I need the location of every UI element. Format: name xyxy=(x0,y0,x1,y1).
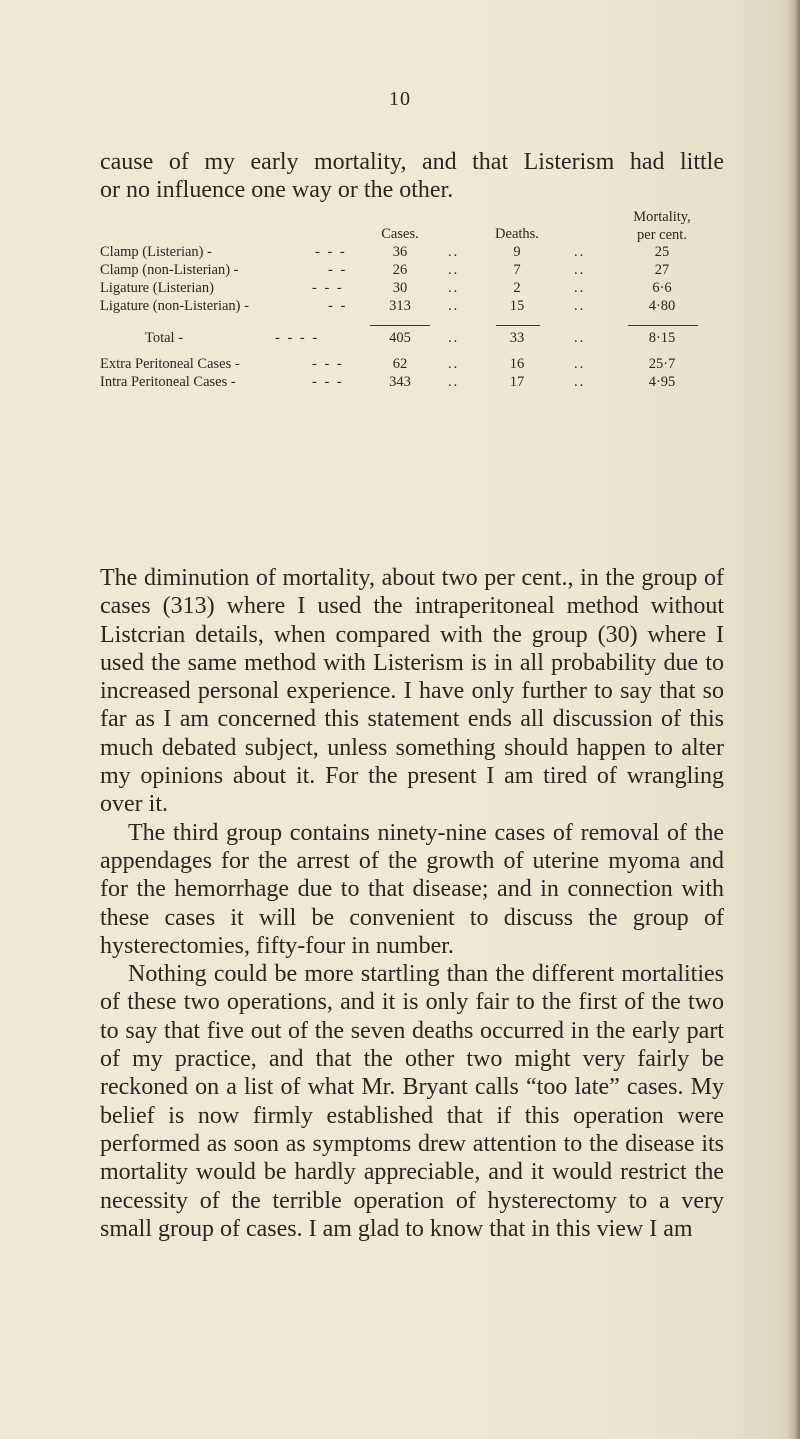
table-row xyxy=(100,374,724,392)
row-cases: 26 xyxy=(392,262,408,278)
table-total-row xyxy=(100,330,724,356)
row-mortality: 4·80 xyxy=(648,298,676,314)
leader-dots: .. xyxy=(448,244,460,260)
row-label: Intra Peritoneal Cases - xyxy=(100,374,236,390)
leader-dots: - - - xyxy=(312,280,344,296)
rule-mortality xyxy=(628,325,698,326)
leader-dots: - - - xyxy=(312,374,344,390)
body-text xyxy=(100,564,724,1243)
leader-dots: .. xyxy=(448,262,460,278)
rule-deaths xyxy=(496,325,540,326)
table-row xyxy=(100,356,724,374)
leader-dots: - - - - xyxy=(275,330,320,346)
intro-line-2: or no influence one way or the other. xyxy=(100,177,454,203)
header-mortality xyxy=(600,208,724,244)
row-mortality: 6·6 xyxy=(652,280,672,296)
paragraph: The diminution of mortality, about two per cent., in the group of cases (313) where I used the intraperitoneal method without Listcrian details, when compared with the group (30) where I used the same method with Listerism is in all probability due to increased personal experience. I have only further to say that so far as I am concerned this statement ends all discussion of this much debated subject, unless something should happen to alter my opinions about it. For the present I am tired of wrangling over it. xyxy=(100,565,724,818)
leader-dots: .. xyxy=(574,356,586,372)
header-cases: Cases. xyxy=(381,226,419,242)
header-mortality-line-1: Mortality, xyxy=(633,209,691,225)
leader-dots: .. xyxy=(448,330,460,346)
leader-dots: .. xyxy=(574,330,586,346)
header-mortality-line-2: per cent. xyxy=(637,227,687,243)
header-deaths: Deaths. xyxy=(495,226,539,242)
leader-dots: .. xyxy=(448,298,460,314)
row-cases: 343 xyxy=(389,374,411,390)
leader-dots: - - - xyxy=(312,356,344,372)
table-row xyxy=(100,298,724,316)
row-label: Ligature (non-Listerian) - xyxy=(100,298,249,314)
page-number: 10 xyxy=(389,88,411,110)
table-row xyxy=(100,262,724,280)
total-mortality: 8·15 xyxy=(648,330,676,346)
leader-dots: .. xyxy=(574,244,586,260)
row-label: Clamp (non-Listerian) - xyxy=(100,262,239,278)
leader-dots: - - - xyxy=(315,244,347,260)
paragraph: The third group contains ninety-nine cases of removal of the appendages for the arrest of the growth of uterine myoma and for the hemorrhage due to that disease; and in connection with these cases it will be convenient to discuss the group of hysterectomies, fifty-four in number. xyxy=(100,819,724,959)
rule-row xyxy=(100,316,724,330)
leader-dots: - - xyxy=(328,298,348,314)
leader-dots: .. xyxy=(448,374,460,390)
paragraph: Nothing could be more startling than the different mortalities of these two operations, and it is only fair to the first of the two to say that five out of the seven deaths occurred in the early part of my practice, and that the other two might very fairly be reckoned on a list of what Mr. Bryant calls “too late” cases. My belief is now firmly established that if this operation were performed as soon as symptoms drew attention to the disease its mortality would be hardly appreciable, and it would restrict the necessity of the terrible operation of hysterectomy to a very small group of cases. I am glad to know that in this view I am xyxy=(100,961,724,1242)
row-cases: 62 xyxy=(392,356,408,372)
leader-dots: .. xyxy=(574,298,586,314)
row-deaths: 9 xyxy=(513,244,521,260)
page-edge-shadow xyxy=(786,0,800,1439)
table-row xyxy=(100,244,724,262)
row-mortality: 4·95 xyxy=(648,374,676,390)
leader-dots: .. xyxy=(448,356,460,372)
leader-dots: .. xyxy=(574,262,586,278)
row-deaths: 2 xyxy=(513,280,521,296)
leader-dots: .. xyxy=(574,280,586,296)
total-cases: 405 xyxy=(389,330,411,346)
row-deaths: 15 xyxy=(509,298,525,314)
row-cases: 313 xyxy=(389,298,411,314)
row-mortality: 25·7 xyxy=(648,356,676,372)
row-deaths: 7 xyxy=(513,262,521,278)
row-label: Extra Peritoneal Cases - xyxy=(100,356,240,372)
leader-dots: - - xyxy=(328,262,348,278)
total-deaths: 33 xyxy=(509,330,525,346)
intro-text xyxy=(100,148,724,204)
mortality-table xyxy=(100,208,724,392)
table-header xyxy=(100,208,724,244)
row-label: Clamp (Listerian) - xyxy=(100,244,212,260)
leader-dots: .. xyxy=(448,280,460,296)
rule-cases xyxy=(370,325,430,326)
leader-dots: .. xyxy=(574,374,586,390)
row-cases: 30 xyxy=(392,280,408,296)
table-row xyxy=(100,280,724,298)
row-mortality: 25 xyxy=(654,244,670,260)
row-label: Ligature (Listerian) xyxy=(100,280,214,296)
row-deaths: 17 xyxy=(509,374,525,390)
row-cases: 36 xyxy=(392,244,408,260)
total-label: Total - xyxy=(145,330,184,346)
row-deaths: 16 xyxy=(509,356,525,372)
row-mortality: 27 xyxy=(654,262,670,278)
intro-line-1: cause of my early mortality, and that Listerism had little xyxy=(100,149,724,175)
